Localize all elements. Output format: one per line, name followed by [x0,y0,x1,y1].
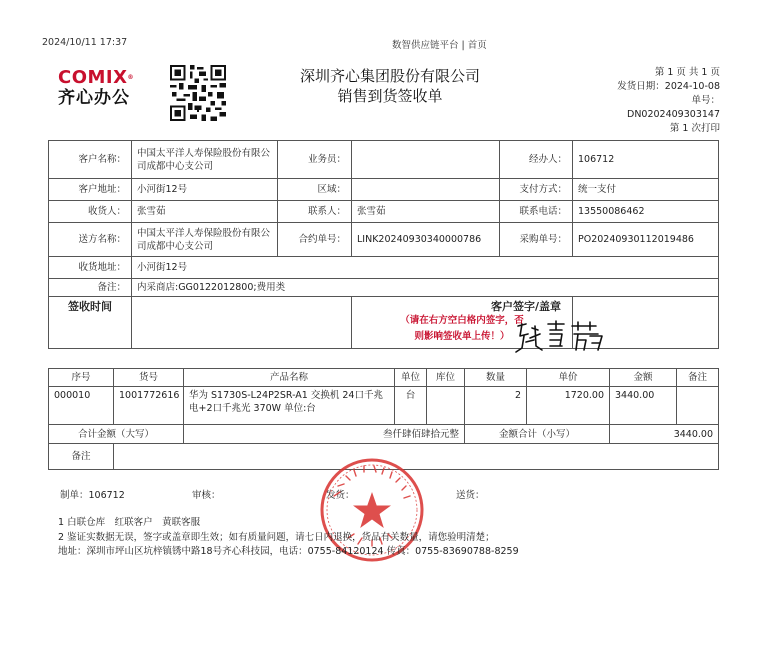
total-lower-label: 金额合计（小写） [465,425,610,444]
sign-note-line-2: 则影响签收单上传！） [414,331,510,342]
customer-address-label: 客户地址： [49,179,132,201]
salesperson [352,141,500,179]
sign-time-field[interactable] [132,297,352,349]
po-number: PO20240930112019486 [573,223,719,257]
platform-breadcrumb[interactable]: 数智供应链平台 | 首页 [392,40,487,51]
payment-method: 统一支付 [573,179,719,201]
customer-name-label: 客户名称： [49,141,132,179]
phone: 13550086462 [573,201,719,223]
company-address: 地址：深圳市坪山区坑梓镇锈中路18号齐心科技园，电话：0755-84120124 传真：0755-83690788-8259 [58,546,519,557]
items-table [48,368,719,470]
print-datetime: 2024/10/11 17:37 [42,37,128,48]
item-unit: 台 [395,387,427,425]
item-name: 华为 S1730S-L24P2SR-A1 交换机 24口千兆电+2口千兆光 370W 单位:台 [184,387,395,425]
region-label: 区域： [278,179,352,201]
document-type: 销售到货签收单 [337,87,443,105]
customer-name: 中国太平洋人寿保险股份有限公司成都中心支公司 [132,141,278,179]
handler-label: 经办人： [500,141,573,179]
receiver: 张雪茹 [132,201,278,223]
sign-time-label: 签收时间 [49,297,132,349]
shipper: 发货： [326,490,355,501]
page-info: 第 1 页 共 1 页 [654,67,720,78]
notes [58,516,519,560]
note-line-1: 1 白联仓库 红联客户 黄联客服 [58,517,201,528]
col-price: 单价 [527,369,610,387]
ship-to-label: 送方名称： [49,223,132,257]
payment-label: 支付方式： [500,179,573,201]
col-amount: 金额 [610,369,677,387]
note-label: 备注 [49,444,114,470]
document-number: 单号：DN0202409303147 [627,95,720,120]
item-location [427,387,465,425]
phone-label: 联系电话： [500,201,573,223]
ship-to-name: 中国太平洋人寿保险股份有限公司成都中心支公司 [132,223,278,257]
col-location: 库位 [427,369,465,387]
salesperson-label: 业务员： [278,141,352,179]
customer-address: 小河街12号 [132,179,278,201]
document-title [270,66,510,106]
col-unit: 单位 [395,369,427,387]
col-product-name: 产品名称 [184,369,395,387]
totals-row [49,425,719,444]
item-seq: 000010 [49,387,114,425]
handwritten-signature [512,316,608,356]
ship-date: 发货日期：2024-10-08 [617,81,720,92]
logo-text-en: COMIX® [58,67,134,88]
po-label: 采购单号： [500,223,573,257]
customer-sign-label: 客户签字/盖章 [490,300,561,313]
contact-label: 联系人： [278,201,352,223]
note-line-2: 2 鉴证实数据无误，签字或盖章即生效；如有质量问题，请七日内退换，货品有关数量，请您验明清楚； [58,531,495,543]
region [352,179,500,201]
item-sku: 1001772616 [114,387,184,425]
remark-label: 备注： [49,279,132,297]
delivery-address-label: 收货地址： [49,257,132,279]
print-count: 第 1 次打印 [669,123,720,134]
item-remark [677,387,719,425]
total-upper-amount: 叁仟肆佰肆拾元整 [184,425,465,444]
receiver-label: 收货人： [49,201,132,223]
col-seq: 序号 [49,369,114,387]
col-sku: 货号 [114,369,184,387]
logo-text-cn: 齐心办公 [58,88,130,108]
table-row [49,387,719,425]
col-remark: 备注 [677,369,719,387]
sign-note-line-1: （请在右方空白格内签字，否 [400,315,524,326]
contact: 张雪茹 [352,201,500,223]
item-amount: 3440.00 [610,387,677,425]
item-qty: 2 [465,387,527,425]
contract-label: 合约单号： [278,223,352,257]
delivery-address: 小河街12号 [132,257,719,279]
item-price: 1720.00 [527,387,610,425]
items-header-row [49,369,719,387]
delivery-person: 送货： [456,490,485,501]
qr-code-icon [170,65,226,121]
handler: 106712 [573,141,719,179]
contract-number: LINK20240930340000786 [352,223,500,257]
total-upper-label: 合计金额（大写） [49,425,184,444]
auditor: 审核： [192,490,221,501]
total-lower-amount: 3440.00 [610,425,719,444]
comix-logo [58,68,150,108]
delivery-info-table [48,140,719,349]
maker: 制单：106712 [60,490,125,501]
col-qty: 数量 [465,369,527,387]
remark: 内采商店:GG0122012800;费用类 [132,279,719,297]
document-meta [600,66,720,136]
company-name: 深圳齐心集团股份有限公司 [299,67,480,85]
